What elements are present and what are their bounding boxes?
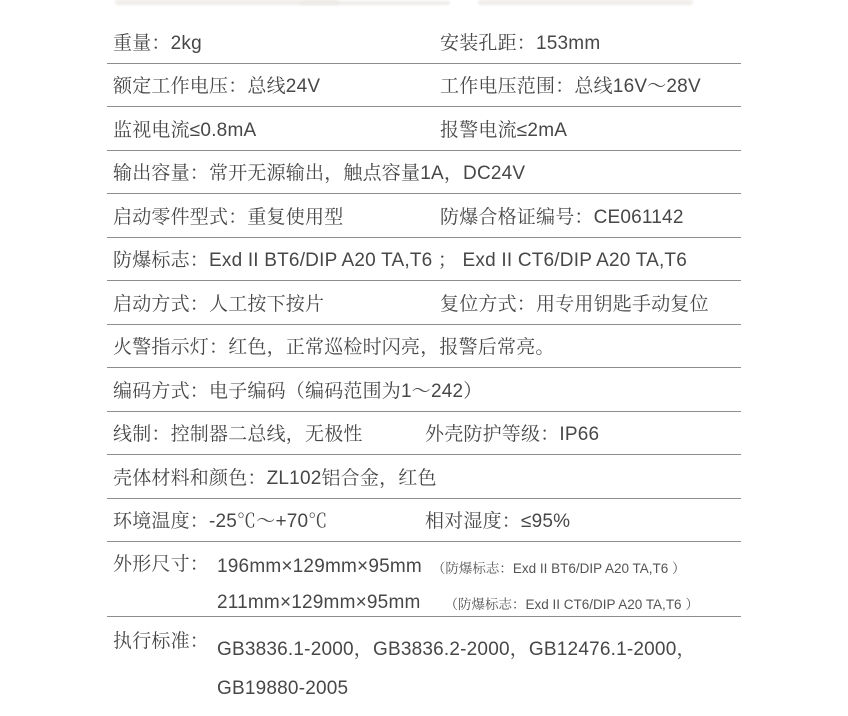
standards-label: 执行标准： (113, 631, 210, 652)
spec-table (107, 20, 741, 716)
standards-value-2: GB19880-2005 (217, 678, 349, 699)
cell-coding-method: 编码方式：电子编码（编码范围为1～242） (113, 380, 483, 402)
cell-explosion-proof-marking: 防爆标志：Exd II BT6/DIP A20 TA,T6 ； Exd II CT6/DIP A20 TA,T6 (113, 250, 688, 272)
standards-line-1 (217, 626, 696, 668)
dimensions-label: 外形尺寸： (113, 554, 210, 575)
cell-mounting-hole-distance: 安装孔距：153mm (440, 32, 601, 54)
spec-row-wiring-enclosure (107, 412, 741, 456)
cell-reset-method: 复位方式：用专用钥匙手动复位 (440, 293, 709, 315)
cell-weight: 重量：2kg (113, 32, 202, 54)
cell-relative-humidity: 相对湿度：≤95% (425, 511, 571, 533)
cell-voltage-range: 工作电压范围：总线16V～28V (440, 76, 701, 98)
spec-row-weight-mounting (107, 20, 741, 64)
standards-value-1: GB3836.1-2000，GB3836.2-2000，GB12476.1-2000， (217, 638, 696, 660)
spec-row-environment (107, 499, 741, 543)
cell-rated-voltage: 额定工作电压：总线24V (113, 76, 321, 98)
cell-enclosure-rating: 外壳防护等级：IP66 (425, 424, 600, 446)
dimension-note-2: （防爆标志：Exd II CT6/DIP A20 TA,T6 ） (444, 597, 699, 612)
spec-row-explosion-proof-marking (107, 238, 741, 282)
cell-alarm-current: 报警电流≤2mA (440, 119, 568, 141)
cell-housing-material: 壳体材料和颜色：ZL102铝合金，红色 (113, 467, 437, 489)
spec-row-coding-method (107, 368, 741, 412)
spec-row-start-reset-method (107, 281, 741, 325)
spec-row-fire-indicator (107, 325, 741, 369)
spec-row-current (107, 107, 741, 151)
dimensions-line-2 (217, 585, 699, 621)
standards-line-2 (217, 668, 696, 710)
cell-start-method: 启动方式：人工按下按片 (113, 293, 325, 315)
spec-row-standards (107, 617, 741, 716)
cell-wiring-type: 线制：控制器二总线，无极性 (113, 424, 363, 446)
dimensions-line-1 (217, 549, 699, 585)
spec-row-dimensions (107, 542, 741, 617)
cell-ambient-temperature: 环境温度：-25℃～+70℃ (113, 511, 328, 533)
dimension-note-1: （防爆标志：Exd II BT6/DIP A20 TA,T6 ） (431, 561, 686, 576)
cropped-text-artifact (478, 0, 693, 5)
cropped-text-artifact (300, 1, 450, 5)
spec-row-start-part-cert (107, 194, 741, 238)
cell-output-capacity: 输出容量：常开无源输出，触点容量1A，DC24V (113, 163, 526, 185)
cell-start-part-type: 启动零件型式：重复使用型 (113, 206, 344, 228)
spec-row-voltage (107, 64, 741, 108)
cell-explosion-proof-cert-no: 防爆合格证编号：CE061142 (440, 206, 684, 228)
cell-monitor-current: 监视电流≤0.8mA (113, 119, 257, 141)
spec-row-output-capacity (107, 151, 741, 195)
spec-row-housing-material (107, 455, 741, 499)
dimension-value-1: 196mm×129mm×95mm (217, 556, 422, 577)
dimension-value-2: 211mm×129mm×95mm (217, 592, 421, 613)
cell-fire-indicator: 火警指示灯：红色，正常巡检时闪亮，报警后常亮。 (113, 337, 555, 359)
